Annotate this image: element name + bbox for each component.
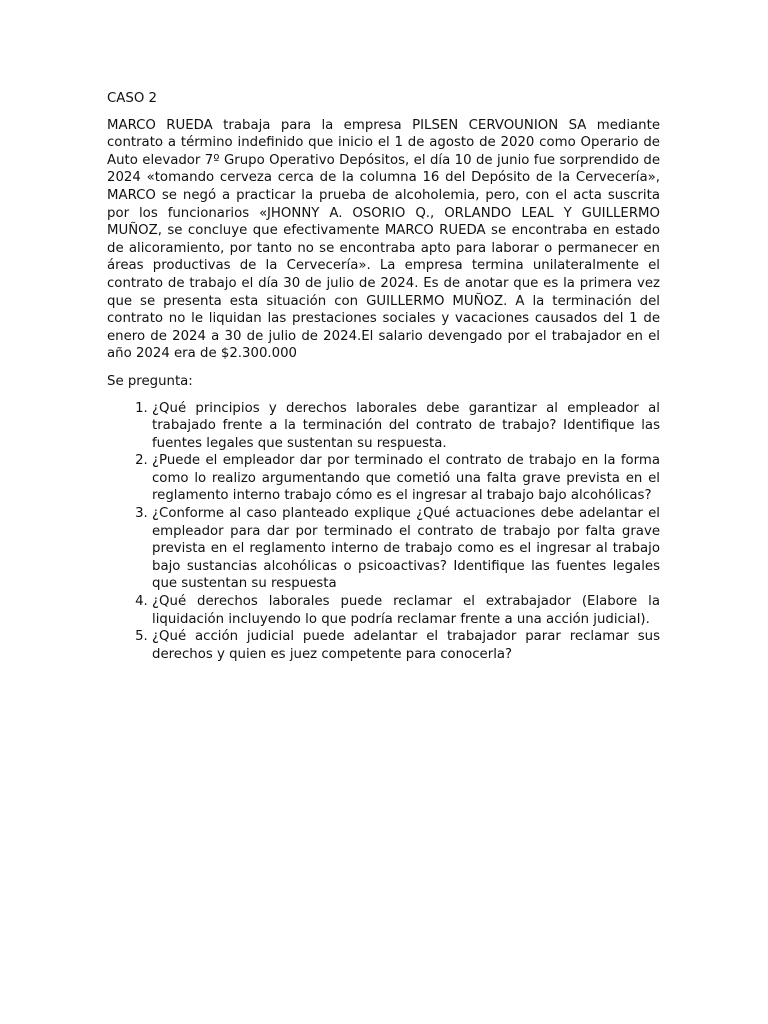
question-item: 4. ¿Qué derechos laborales puede reclamar el extrabajador (Elabore la liquidación incluyendo lo que podría reclamar frente a una acción judicial). [152,593,660,628]
question-item: 1. ¿Qué principios y derechos laborales debe garantizar al empleador al trabajado frente a la terminación del contrato de trabajo? Identifique las fuentes legales que sustentan su respuesta. [152,400,660,453]
question-item: 2. ¿Puede el empleador dar por terminado el contrato de trabajo en la forma como lo realizo argumentando que cometió una falta grave prevista en el reglamento interno trabajo cómo es el ingresar al trabajo bajo alcohólicas? [152,452,660,505]
case-description: MARCO RUEDA trabaja para la empresa PILSEN CERVOUNION SA mediante contrato a término indefinido que inicio el 1 de agosto de 2020 como Operario de Auto elevador 7º Grupo Operativo Depósitos, el día 10 de junio fue sorprendido de 2024 «tomando cerveza cerca de la columna 16 del Depósito de la Cervecería», MARCO se negó a practicar la prueba de alcoholemia, pero, con el acta suscrita por los funcionarios «JHONNY A. OSORIO Q., ORLANDO LEAL Y GUILLERMO MUÑOZ, se concluye que efectivamente MARCO RUEDA se encontraba en estado de alicoramiento, por tanto no se encontraba apto para laborar o permanecer en áreas productivas de la Cervecería». La empresa termina unilateralmente el contrato de trabajo el día 30 de julio de 2024. Es de anotar que es la primera vez que se presenta esta situación con GUILLERMO MUÑOZ. A la terminación del contrato no le liquidan las prestaciones sociales y vacaciones causados del 1 de enero de 2024 a 30 de julio de 2024.El salario devengado por el trabajador en el año 2024 era de $2.300.000 [107,117,660,362]
case-title: CASO 2 [107,91,157,106]
question-list [107,400,660,664]
question-intro: Se pregunta: [107,373,193,389]
question-item: 5. ¿Qué acción judicial puede adelantar el trabajador parar reclamar sus derechos y quien es juez competente para conocerla? [152,628,660,663]
question-item: 3. ¿Conforme al caso planteado explique ¿Qué actuaciones debe adelantar el empleador para dar por terminado el contrato de trabajo por falta grave prevista en el reglamento interno de trabajo como es el ingresar al trabajo bajo sustancias alcohólicas o psicoactivas? Identifique las fuentes legales que sustentan su respuesta [152,505,660,593]
document-page [107,90,660,663]
